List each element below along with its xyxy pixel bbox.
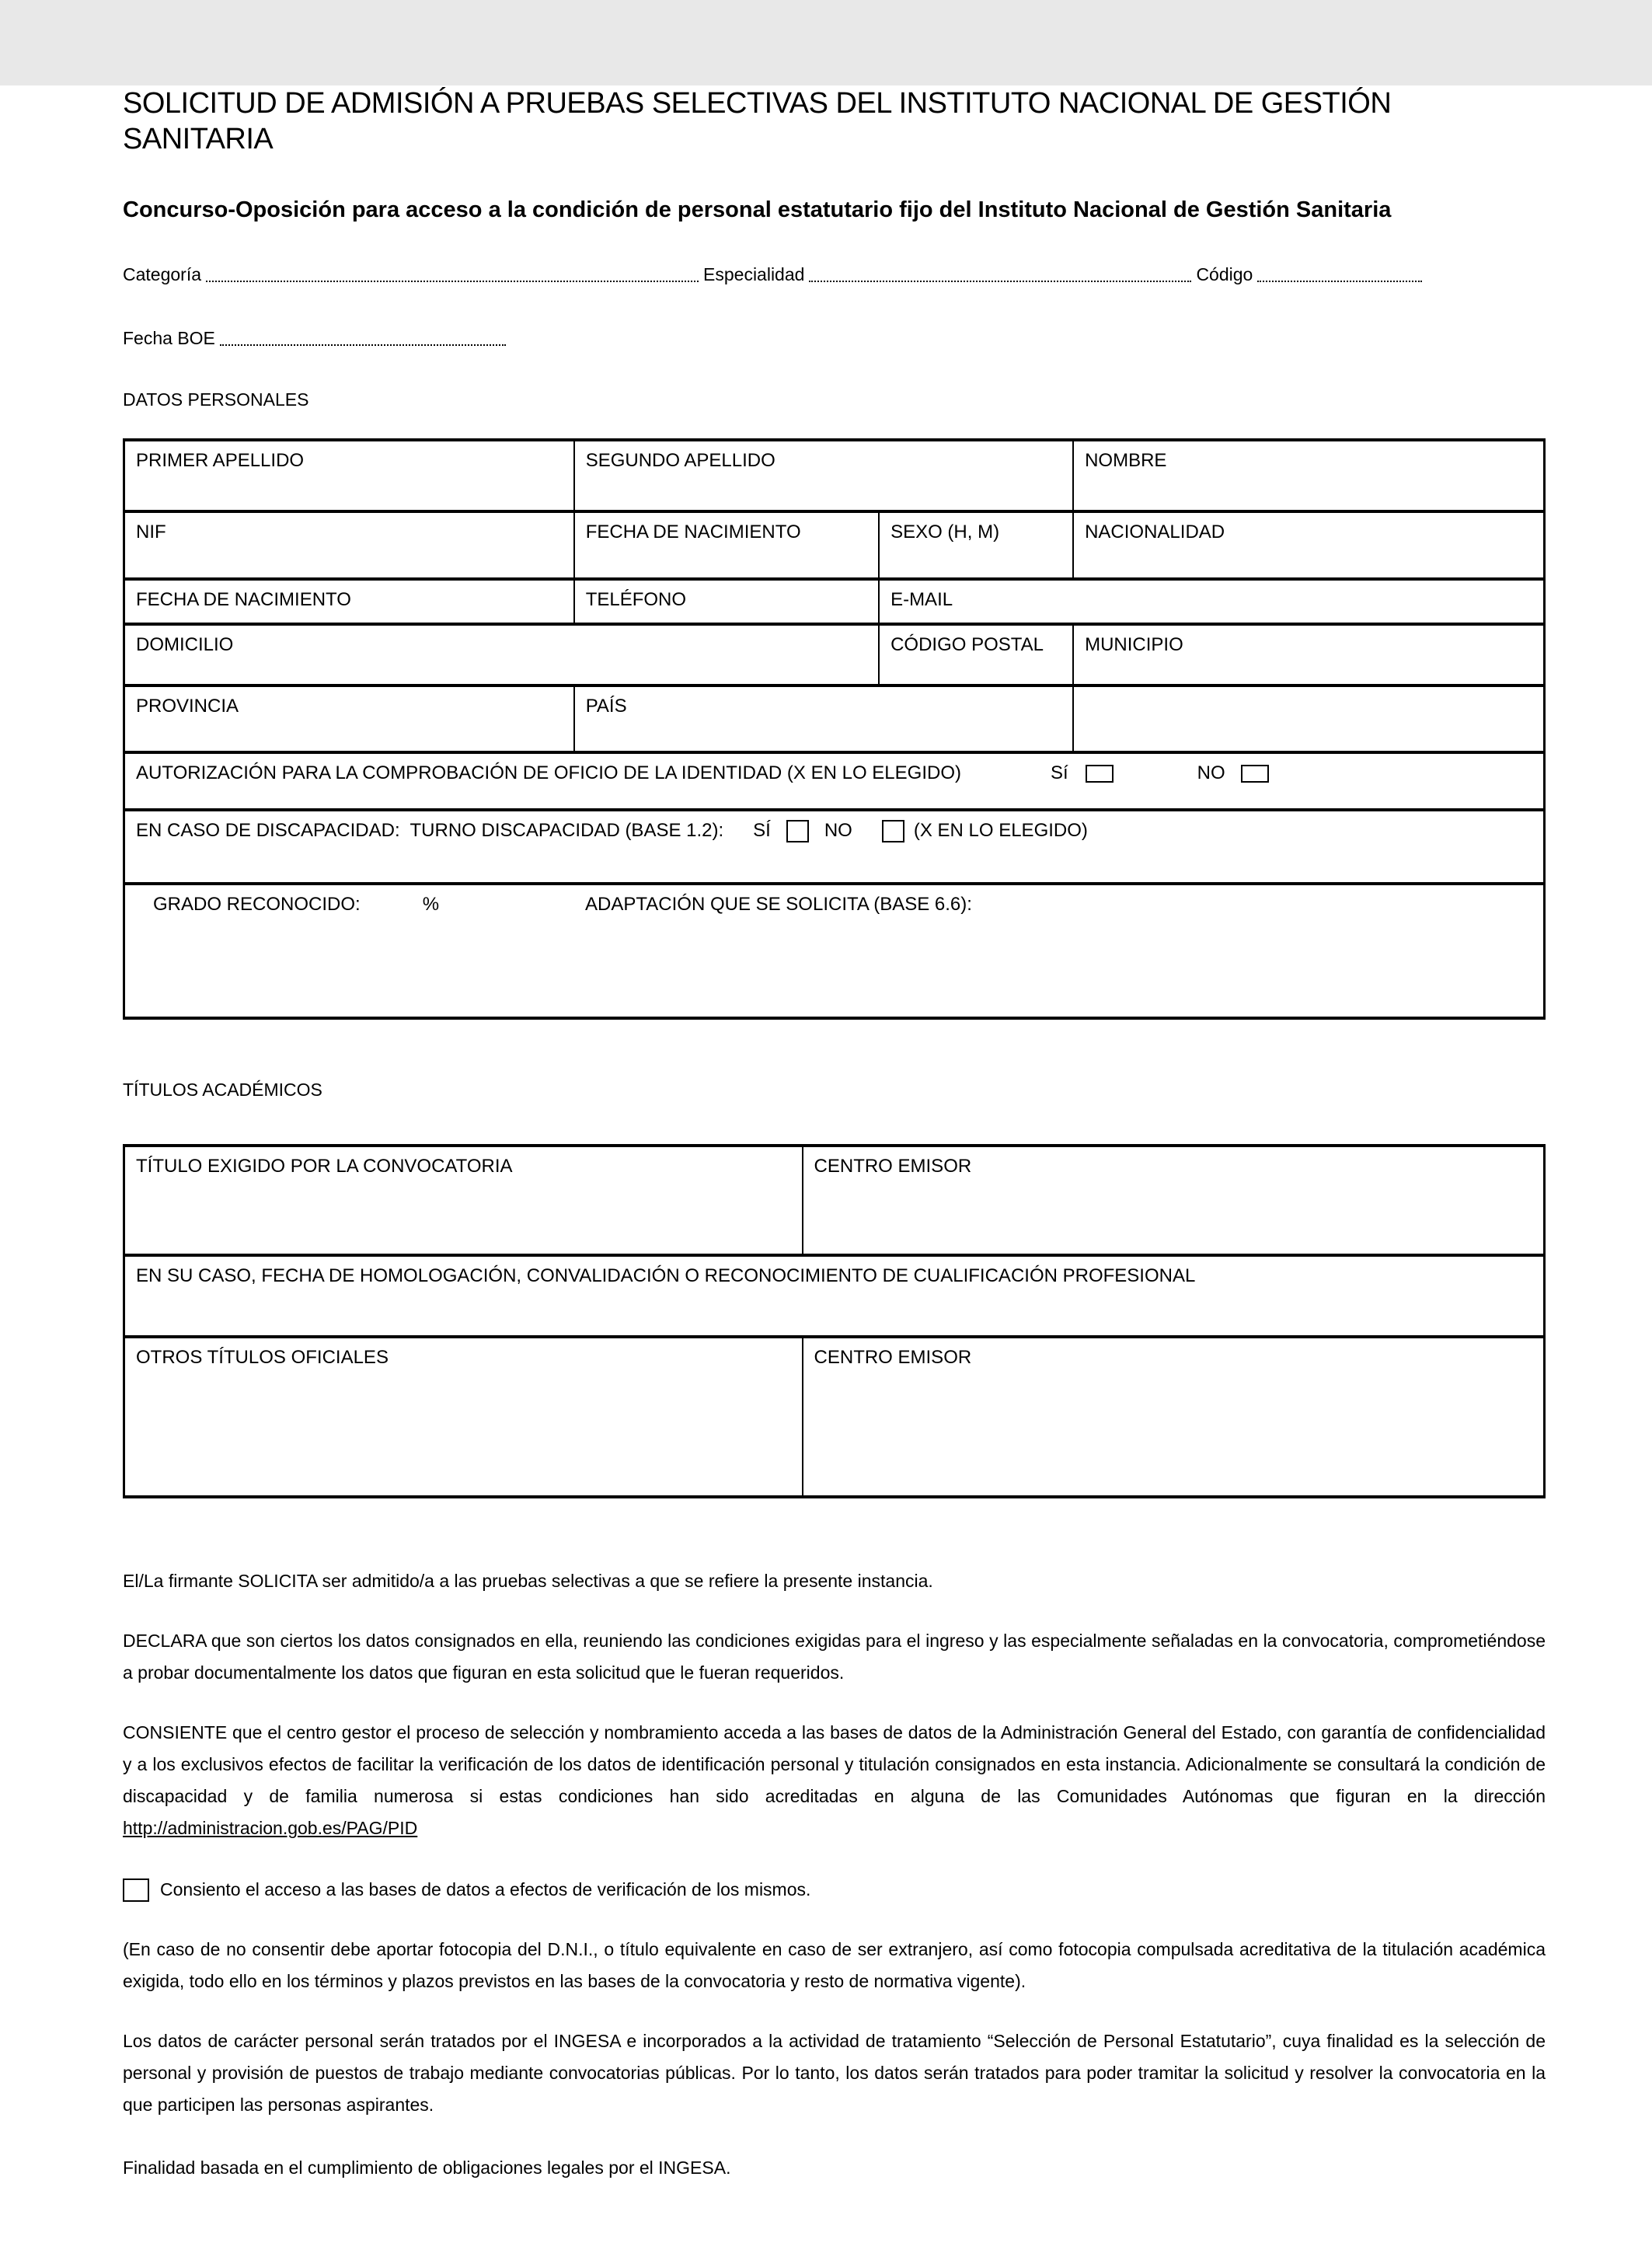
table-row <box>125 510 1543 577</box>
codigo-label: Código <box>1196 264 1253 284</box>
page-subtitle: Concurso-Oposición para acceso a la condición de personal estatutario fijo del Instituto Nacional de Gestión Sanitaria <box>123 197 1392 222</box>
domicilio-label: DOMICILIO <box>136 634 234 655</box>
consent-checkbox[interactable] <box>123 1878 149 1902</box>
consent-label: Consiento el acceso a las bases de datos a efectos de verificación de los mismos. <box>160 1879 811 1899</box>
titulos-academicos-heading: TÍTULOS ACADÉMICOS <box>123 1080 322 1100</box>
categoria-especialidad-codigo-line <box>123 263 1546 286</box>
fecha-nacimiento-label-2: FECHA DE NACIMIENTO <box>136 589 351 610</box>
datos-personales-heading: DATOS PERSONALES <box>123 389 309 410</box>
otros-titulos-field[interactable] <box>125 1338 802 1495</box>
centro-emisor-field-1[interactable] <box>802 1147 1543 1254</box>
nif-field[interactable] <box>125 513 573 577</box>
table-row <box>125 751 1543 808</box>
table-row <box>125 577 1543 623</box>
especialidad-label: Especialidad <box>703 264 805 284</box>
nacionalidad-field[interactable] <box>1072 513 1543 577</box>
codigo-postal-label: CÓDIGO POSTAL <box>890 634 1044 655</box>
primer-apellido-field[interactable] <box>125 441 573 510</box>
segundo-apellido-label: SEGUNDO APELLIDO <box>585 450 775 471</box>
autorizacion-no-checkbox[interactable] <box>1241 765 1269 783</box>
table-row <box>125 808 1543 882</box>
municipio-label: MUNICIPIO <box>1085 634 1183 655</box>
table-row <box>125 623 1543 684</box>
discapacidad-row <box>125 811 1543 882</box>
si-label: Sí <box>1050 762 1068 783</box>
paragraph-consiente <box>123 1717 1546 1844</box>
paragraph-solicita: El/La firmante SOLICITA ser admitido/a a las pruebas selectivas a que se refiere la presente instancia. <box>123 1571 933 1591</box>
page-title: SOLICITUD DE ADMISIÓN A PRUEBAS SELECTIVAS DEL INSTITUTO NACIONAL DE GESTIÓN SANITARIA <box>123 87 1392 155</box>
table-row <box>125 1335 1543 1495</box>
autorizacion-row <box>125 754 1543 808</box>
centro-emisor-label-1: CENTRO EMISOR <box>814 1156 972 1177</box>
centro-emisor-field-2[interactable] <box>802 1338 1543 1495</box>
si-label-2: SÍ <box>753 820 771 841</box>
table-row <box>125 882 1543 1017</box>
datos-personales-table <box>123 438 1546 1020</box>
homologacion-label: EN SU CASO, FECHA DE HOMOLOGACIÓN, CONVALIDACIÓN O RECONOCIMIENTO DE CUALIFICACIÓN PROFESIONAL <box>136 1265 1196 1286</box>
provincia-label: PROVINCIA <box>136 696 239 717</box>
discapacidad-no-checkbox[interactable] <box>882 820 904 842</box>
centro-emisor-label-2: CENTRO EMISOR <box>814 1347 972 1368</box>
email-label: E-MAIL <box>890 589 953 610</box>
titulos-academicos-table <box>123 1144 1546 1498</box>
paragraph-datos-personales-tratamiento: Los datos de carácter personal serán tratados por el INGESA e incorporados a la actividad de tratamiento “Selección de Personal Estatutario”, cuya finalidad es la selección de personal y provisión de puestos de trabajo mediante convocatorias públicas. Por lo tanto, los datos serán tratados para poder tramitar la solicitud y resolver la convocatoria en la que participen las personas aspirantes. <box>123 2031 1546 2115</box>
paragraph-finalidad: Finalidad basada en el cumplimiento de obligaciones legales por el INGESA. <box>123 2158 731 2178</box>
consiente-text: CONSIENTE que el centro gestor el proceso de selección y nombramiento acceda a las bases de datos de la Administración General del Estado, con garantía de confidencialidad y a los exclusivos efectos de facilitar la verificación de los datos de identificación personal y titulación consignados en esta instancia. Adicionalmente se consultará la condición de discapacidad y de familia numerosa si estas condiciones han sido acreditadas en alguna de las Comunidades Autónomas que figuran en la dirección <box>123 1722 1546 1806</box>
nombre-field[interactable] <box>1072 441 1543 510</box>
fecha-boe-label: Fecha BOE <box>123 328 215 348</box>
titulo-exigido-label: TÍTULO EXIGIDO POR LA CONVOCATORIA <box>136 1156 513 1177</box>
grado-reconocido-label: GRADO RECONOCIDO: <box>153 894 361 915</box>
fecha-boe-line <box>123 326 1546 350</box>
fecha-nacimiento-label: FECHA DE NACIMIENTO <box>585 522 801 542</box>
provincia-field[interactable] <box>125 687 573 751</box>
autorizacion-si-checkbox[interactable] <box>1086 765 1114 783</box>
table-row <box>125 1147 1543 1254</box>
telefono-label: TELÉFONO <box>585 589 687 610</box>
table-row <box>125 441 1543 510</box>
consent-row <box>123 1874 1546 1906</box>
especialidad-fill-line[interactable] <box>809 265 1191 282</box>
grado-reconocido-row[interactable] <box>125 885 1543 1017</box>
domicilio-field[interactable] <box>125 626 878 684</box>
categoria-fill-line[interactable] <box>206 265 699 282</box>
discapacidad-si-checkbox[interactable] <box>786 820 809 842</box>
form-page <box>0 85 1652 2243</box>
telefono-field[interactable] <box>573 581 878 623</box>
discapacidad-label: EN CASO DE DISCAPACIDAD: TURNO DISCAPACIDAD (BASE 1.2): <box>136 820 724 841</box>
homologacion-field[interactable] <box>125 1257 1543 1335</box>
no-label-2: NO <box>824 820 852 841</box>
codigo-fill-line[interactable] <box>1257 265 1422 282</box>
nif-label: NIF <box>136 522 166 542</box>
autorizacion-label: AUTORIZACIÓN PARA LA COMPROBACIÓN DE OFICIO DE LA IDENTIDAD (X EN LO ELEGIDO) <box>136 762 961 783</box>
paragraph-declara: DECLARA que son ciertos los datos consignados en ella, reuniendo las condiciones exigidas para el ingreso y las especialmente señaladas en la convocatoria, comprometiéndose a probar documentalmente los datos que figuran en esta solicitud que le fueran requeridos. <box>123 1631 1546 1683</box>
codigo-postal-field[interactable] <box>878 626 1072 684</box>
nombre-label: NOMBRE <box>1085 450 1167 471</box>
pais-field[interactable] <box>573 687 1072 751</box>
fecha-nacimiento-field-2[interactable] <box>125 581 573 623</box>
adaptacion-label: ADAPTACIÓN QUE SE SOLICITA (BASE 6.6): <box>585 894 972 915</box>
segundo-apellido-field[interactable] <box>573 441 1072 510</box>
paragraph-no-consentir: (En caso de no consentir debe aportar fotocopia del D.N.I., o título equivalente en caso de ser extranjero, así como fotocopia compulsada acreditativa de la titulación académica exigida, todo ello en los términos y plazos previstos en las bases de la convocatoria y resto de normativa vigente). <box>123 1939 1546 1991</box>
empty-field[interactable] <box>1072 687 1543 751</box>
percent-label: % <box>422 894 440 915</box>
nacionalidad-label: NACIONALIDAD <box>1085 522 1225 542</box>
fecha-nacimiento-field[interactable] <box>573 513 878 577</box>
table-row <box>125 1254 1543 1335</box>
fecha-boe-fill-line[interactable] <box>220 329 506 346</box>
email-field[interactable] <box>878 581 1543 623</box>
x-elegido-label: (X EN LO ELEGIDO) <box>913 820 1088 841</box>
municipio-field[interactable] <box>1072 626 1543 684</box>
sexo-field[interactable] <box>878 513 1072 577</box>
no-label: NO <box>1197 762 1225 783</box>
pais-label: PAÍS <box>585 696 627 717</box>
titulo-exigido-field[interactable] <box>125 1147 802 1254</box>
categoria-label: Categoría <box>123 264 202 284</box>
table-row <box>125 684 1543 751</box>
administracion-gob-link[interactable]: http://administracion.gob.es/PAG/PID <box>123 1818 418 1838</box>
otros-titulos-label: OTROS TÍTULOS OFICIALES <box>136 1347 389 1368</box>
primer-apellido-label: PRIMER APELLIDO <box>136 450 305 471</box>
sexo-label: SEXO (H, M) <box>890 522 1000 542</box>
